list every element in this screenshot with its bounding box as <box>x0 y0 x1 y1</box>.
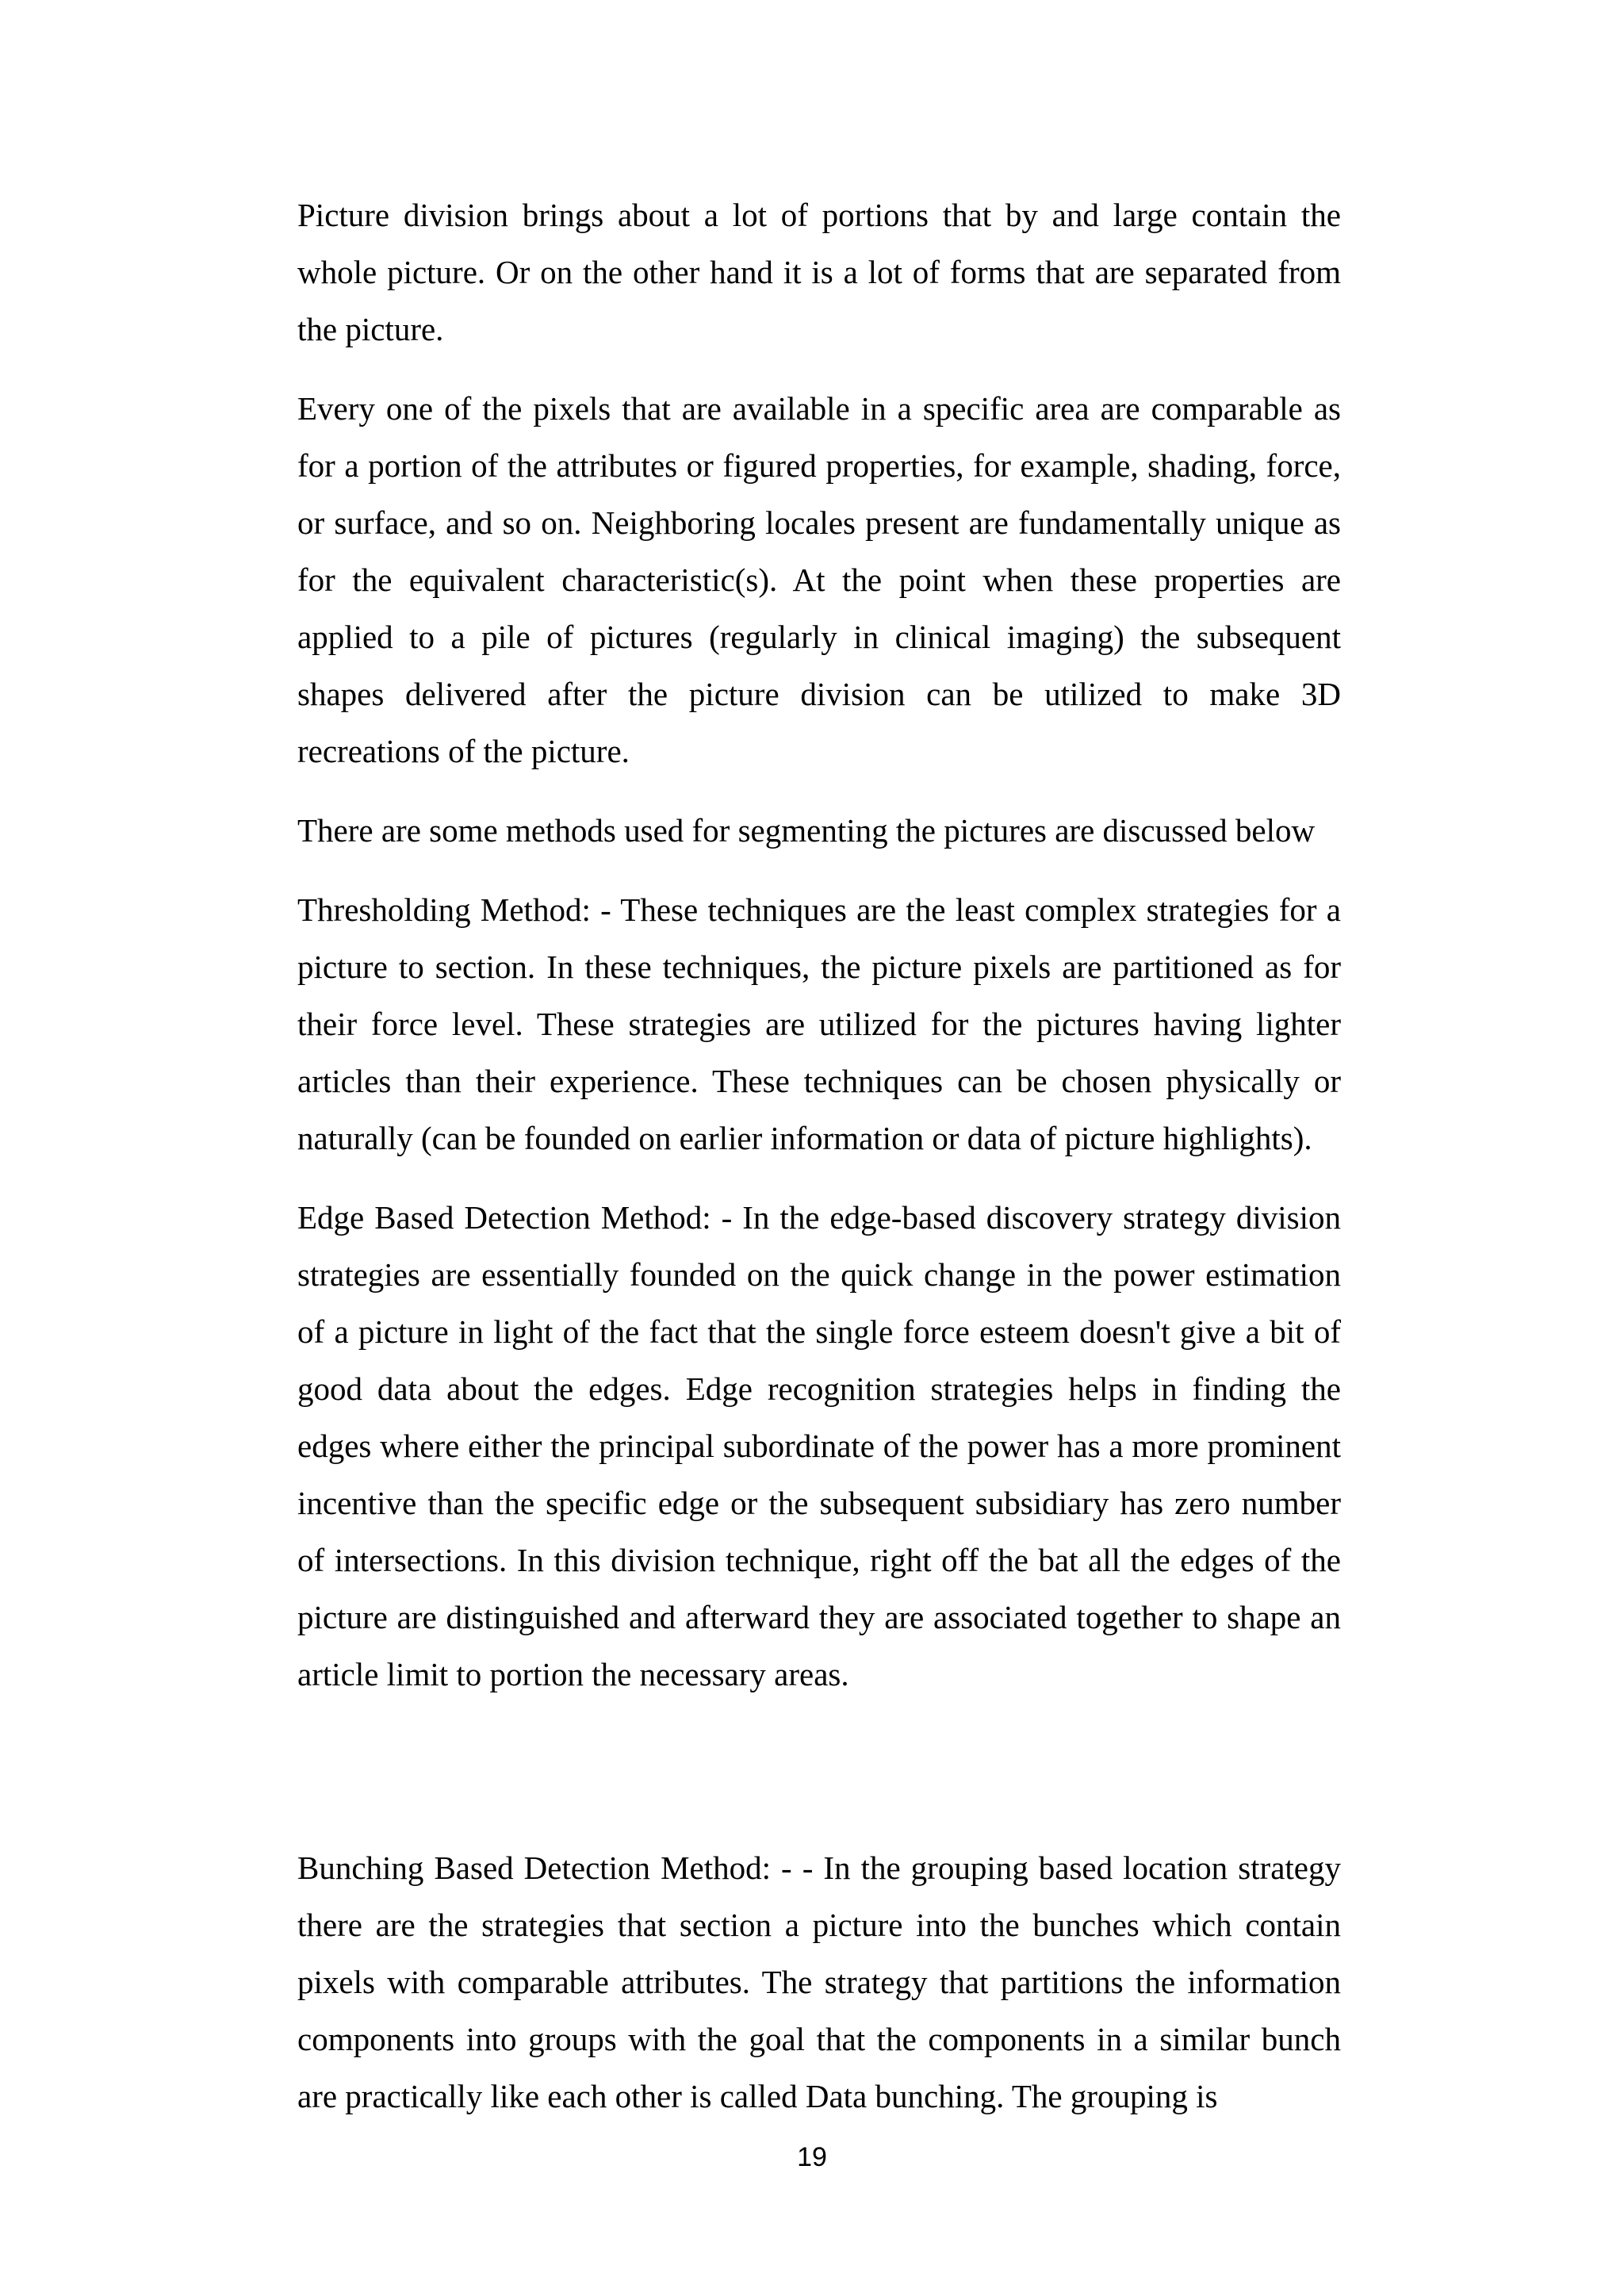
paragraph-thresholding-method: Thresholding Method: - These techniques are the least complex strategies for a picture to section. In these techniques, the picture pixels are partitioned as for their force level. These strategies are utilized for the pictures having lighter articles than their experience. These techniques can be chosen physically or naturally (can be founded on earlier information or data of picture highlights). <box>297 891 1341 1156</box>
paragraph-methods-intro: There are some methods used for segmenting the pictures are discussed below <box>297 812 1316 849</box>
paragraph-edge-detection-method: Edge Based Detection Method: - In the edge-based discovery strategy division strategies are essentially founded on the quick change in the power estimation of a picture in light of the fact that the single force esteem doesn't give a bit of good data about the edges. Edge recognition strategies helps in finding the edges where either the principal subordinate of the power has a more prominent incentive than the specific edge or the subsequent subsidiary has zero number of intersections. In this division technique, right off the bat all the edges of the picture are distinguished and afterward they are associated together to shape an article limit to portion the necessary areas. <box>297 1199 1341 1692</box>
paragraph-bunching-detection-method: Bunching Based Detection Method: - - In the grouping based location strategy there are the strategies that section a picture into the bunches which contain pixels with comparable attributes. The strategy that partitions the information components into groups with the goal that the components in a similar bunch are practically like each other is called Data bunching. The grouping is <box>297 1849 1341 2114</box>
paragraph-picture-division: Picture division brings about a lot of portions that by and large contain the whole picture. Or on the other hand it is a lot of forms that are separated from the picture. <box>297 197 1341 347</box>
page-number: 19 <box>797 2142 827 2172</box>
paragraph-pixel-properties: Every one of the pixels that are available in a specific area are comparable as for a portion of the attributes or figured properties, for example, shading, force, or surface, and so on. Neighboring locales present are fundamentally unique as for the equivalent characteristic(s). At the point when these properties are applied to a pile of pictures (regularly in clinical imaging) the subsequent shapes delivered after the picture division can be utilized to make 3D recreations of the picture. <box>297 390 1341 769</box>
body-text <box>297 186 1341 2147</box>
